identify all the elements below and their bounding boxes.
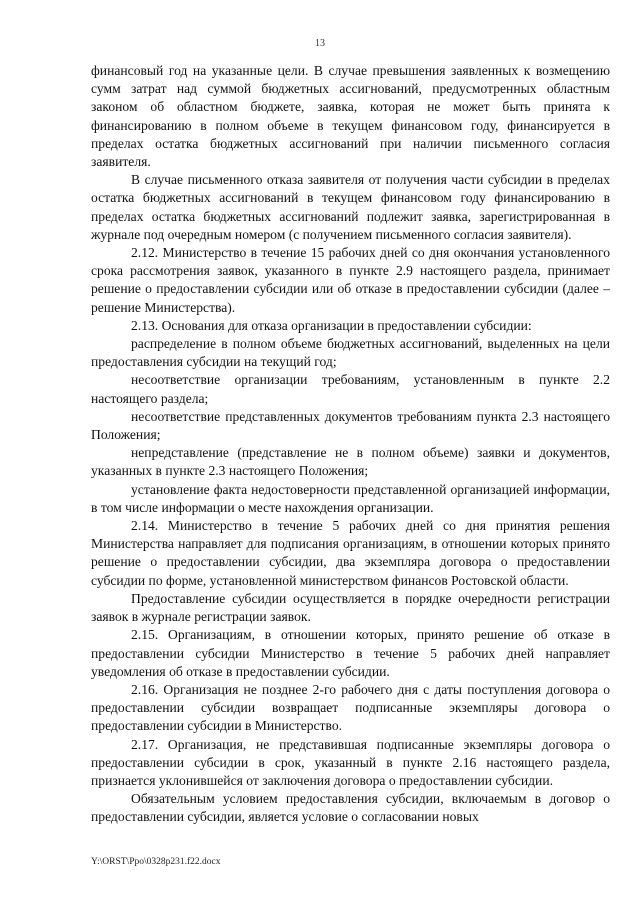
paragraph: 2.14. Министерство в течение 5 рабочих дней со дня принятия решения Министерства направляет для подписания организациям, в отношении которых принято решение о предоставлении субсидии, два экземпляра договора о предоставлении субсидии по форме, установленной министерством финансов Ростовской области. bbox=[91, 518, 610, 588]
paragraph: финансовый год на указанные цели. В случае превышения заявленных к возмещению сумм затрат над суммой бюджетных ассигнований, предусмотренных областным законом об областном бюджете, заявка, которая не может быть принята к финансированию в полном объеме в текущем финансовом году, финансируется в пределах остатка бюджетных ассигнований при наличии письменного согласия заявителя. bbox=[91, 63, 610, 170]
file-path-footer: Y:\ORST\Ppo\0328p231.f22.docx bbox=[91, 857, 221, 867]
paragraph: 2.12. Министерство в течение 15 рабочих дней со дня окончания установленного срока рассмотрения заявок, указанного в пункте 2.9 настоящего раздела, принимает решение о предоставлении субсидии или об отказе в предоставлении субсидии (далее – решение Министерства). bbox=[91, 245, 610, 315]
paragraph: Обязательным условием предоставления субсидии, включаемым в договор о предоставлении субсидии, является условие о согласовании новых bbox=[91, 791, 610, 825]
paragraph: 2.13. Основания для отказа организации в предоставлении субсидии: bbox=[131, 317, 532, 333]
paragraph: В случае письменного отказа заявителя от получения части субсидии в пределах остатка бюджетных ассигнований в текущем финансовом году финансированию в пределах остатка бюджетных ассигнований подлежит заявка, зарегистрированная в журнале под очередным номером (с получением письменного согласия заявителя). bbox=[91, 172, 610, 242]
paragraph: 2.16. Организация не позднее 2-го рабочего дня с даты поступления договора о предоставлении субсидии возвращает подписанные экземпляры договора о предоставлении субсидии в Министерство. bbox=[91, 681, 610, 734]
paragraph: установление факта недостоверности представленной организацией информации, в том числе информации о месте нахождения организации. bbox=[91, 481, 610, 515]
document-body bbox=[91, 62, 610, 827]
page-number: 13 bbox=[315, 38, 325, 49]
paragraph: Предоставление субсидии осуществляется в порядке очередности регистрации заявок в журнале регистрации заявок. bbox=[91, 590, 610, 625]
paragraph: 2.17. Организация, не представившая подписанные экземпляры договора о предоставлении субсидии в срок, указанный в пункте 2.16 настоящего раздела, признается уклонившейся от заключения договора о предоставлении субсидии. bbox=[91, 736, 610, 788]
paragraph: непредставление (представление не в полном объеме) заявки и документов, указанных в пункте 2.3 настоящего Положения; bbox=[91, 445, 610, 479]
paragraph: 2.15. Организациям, в отношении которых, принято решение об отказе в предоставлении субсидии Министерство в течение 5 рабочих дней направляет уведомления об отказе в предоставлении субсидии. bbox=[91, 627, 610, 679]
paragraph: распределение в полном объеме бюджетных ассигнований, выделенных на цели предоставления субсидии на текущий год; bbox=[91, 336, 610, 370]
paragraph: несоответствие представленных документов требованиям пункта 2.3 настоящего Положения; bbox=[91, 408, 610, 443]
paragraph: несоответствие организации требованиям, установленным в пункте 2.2 настоящего раздела; bbox=[91, 372, 610, 406]
